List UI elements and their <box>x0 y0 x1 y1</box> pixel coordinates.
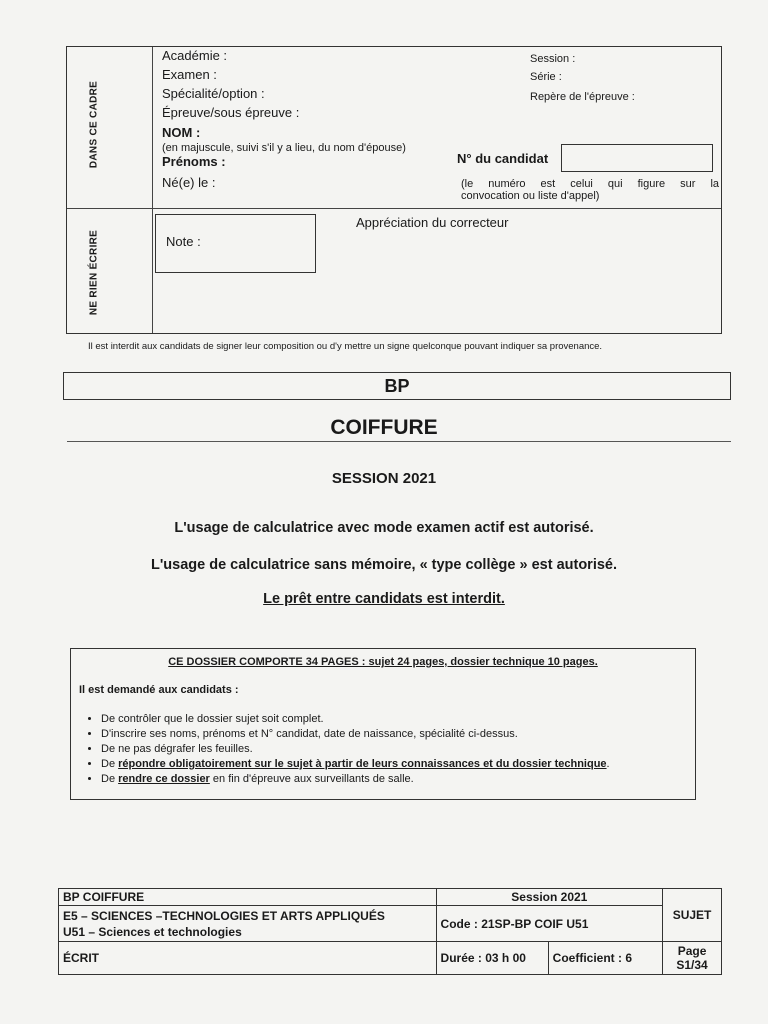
exam-footer-table <box>58 888 722 975</box>
prenoms-label: Prénoms : <box>162 154 226 169</box>
exam-title: BP <box>384 376 410 396</box>
birthdate-label: Né(e) le : <box>162 175 216 190</box>
note-label: Note : <box>166 234 201 249</box>
lending-rule: Le prêt entre candidats est interdit. <box>263 591 505 607</box>
correcteur-appreciation-label: Appréciation du correcteur <box>356 215 509 230</box>
candidate-id-box <box>66 46 722 334</box>
footer-epreuve: E5 – SCIENCES –TECHNOLOGIES ET ARTS APPLIQUÉS <box>63 908 385 923</box>
footer-diploma: BP COIFFURE <box>59 889 437 906</box>
side-label-top: DANS CE CADRE <box>88 80 100 169</box>
candidate-number-field[interactable] <box>561 144 713 172</box>
footer-duree: Durée : 03 h 00 <box>436 942 548 975</box>
examen-label: Examen : <box>162 67 217 82</box>
section-divider <box>67 208 721 209</box>
instructions-box <box>70 648 696 800</box>
exam-title-box <box>63 372 731 400</box>
epreuve-label: Épreuve/sous épreuve : <box>162 105 300 120</box>
dossier-heading: CE DOSSIER COMPORTE 34 PAGES : sujet 24 pages, dossier technique 10 pages. <box>168 656 598 668</box>
specialite-label: Spécialité/option : <box>162 86 265 101</box>
list-item: • De rendre ce dossier en fin d'épreuve aux surveillants de salle. <box>101 772 610 787</box>
list-item: • De répondre obligatoirement sur le sujet à partir de leurs connaissances et du dossier technique. <box>101 757 610 772</box>
repere-label: Repère de l'épreuve : <box>530 91 635 103</box>
serie-label: Série : <box>530 71 562 83</box>
nom-note: (en majuscule, suivi s'il y a lieu, du nom d'épouse) <box>162 142 406 154</box>
anonymity-notice: Il est interdit aux candidats de signer leur composition ou d'y mettre un signe quelconque pouvant indiquer sa provenance. <box>88 341 603 352</box>
academie-label: Académie : <box>162 48 228 63</box>
footer-page-label: Page <box>677 944 707 958</box>
candidate-number-note-2: convocation ou liste d'appel) <box>461 190 600 202</box>
instructions-list <box>71 712 610 787</box>
footer-ecrit: ÉCRIT <box>59 942 437 975</box>
list-item: • De contrôler que le dossier sujet soit complet. <box>101 712 610 727</box>
calculator-rule-2: L'usage de calculatrice sans mémoire, « type collège » est autorisé. <box>150 557 618 573</box>
calculator-rule-1: L'usage de calculatrice avec mode examen actif est autorisé. <box>174 520 594 536</box>
session-label: Session : <box>530 53 576 65</box>
footer-sujet: SUJET <box>663 889 722 942</box>
footer-page-value: S1/34 <box>676 958 708 972</box>
session-title: SESSION 2021 <box>331 470 437 487</box>
footer-session: Session 2021 <box>436 889 663 906</box>
instructions-intro: Il est demandé aux candidats : <box>79 684 239 696</box>
footer-unite: U51 – Sciences et technologies <box>63 924 242 939</box>
list-item: • De ne pas dégrafer les feuilles. <box>101 742 610 757</box>
candidate-number-note-1: (le numéro est celui qui figure sur la <box>461 178 719 190</box>
side-divider <box>152 47 153 333</box>
footer-coefficient: Coefficient : 6 <box>548 942 662 975</box>
subject-title: COIFFURE <box>330 416 438 439</box>
candidate-number-label: N° du candidat <box>457 151 549 166</box>
side-label-bottom: NE RIEN ÉCRIRE <box>88 229 100 316</box>
title-underline <box>67 441 731 442</box>
footer-page-cell <box>663 942 722 975</box>
footer-code: Code : 21SP-BP COIF U51 <box>436 906 663 942</box>
nom-label: NOM : <box>162 125 201 140</box>
list-item: • D'inscrire ses noms, prénoms et N° candidat, date de naissance, spécialité ci-dessus. <box>101 727 610 742</box>
footer-epreuve-cell <box>59 906 437 942</box>
note-field[interactable] <box>155 214 316 273</box>
